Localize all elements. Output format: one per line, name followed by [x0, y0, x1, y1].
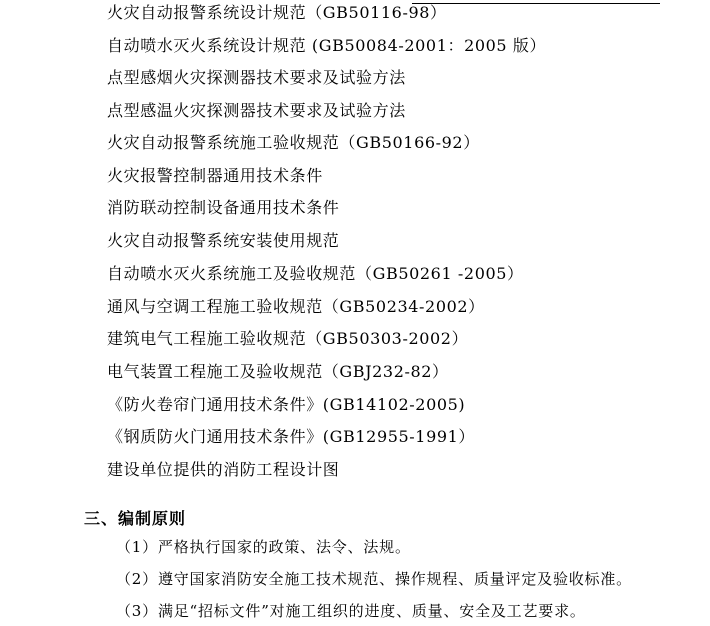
principle-item: （3）满足“招标文件”对施工组织的进度、质量、安全及工艺要求。 [116, 602, 586, 620]
reference-item: 火灾自动报警系统施工验收规范（GB50166-92） [107, 133, 480, 152]
reference-item: 火灾自动报警系统安装使用规范 [107, 231, 340, 250]
reference-item: 火灾报警控制器通用技术条件 [107, 166, 323, 185]
header-rule [412, 3, 660, 4]
reference-item: 点型感烟火灾探测器技术要求及试验方法 [107, 68, 406, 87]
reference-item: 火灾自动报警系统设计规范（GB50116-98） [107, 3, 447, 22]
principle-item: （2）遵守国家消防安全施工技术规范、操作规程、质量评定及验收标准。 [116, 570, 632, 588]
reference-item: 消防联动控制设备通用技术条件 [107, 198, 340, 217]
reference-item: 自动喷水灭火系统设计规范 (GB50084-2001：2005 版） [107, 36, 547, 55]
reference-item: 《防火卷帘门通用技术条件》(GB14102-2005) [107, 395, 466, 414]
section-heading: 三、编制原则 [84, 509, 187, 528]
principle-item: （1）严格执行国家的政策、法令、法规。 [116, 538, 411, 556]
reference-item: 点型感温火灾探测器技术要求及试验方法 [107, 101, 406, 120]
reference-item: 《钢质防火门通用技术条件》(GB12955-1991） [107, 427, 476, 446]
reference-item: 通风与空调工程施工验收规范（GB50234-2002） [107, 297, 485, 316]
reference-item: 自动喷水灭火系统施工及验收规范（GB50261 -2005） [107, 264, 524, 283]
reference-item: 电气装置工程施工及验收规范（GBJ232-82） [107, 362, 449, 381]
reference-item: 建筑电气工程施工验收规范（GB50303-2002） [107, 329, 469, 348]
reference-item: 建设单位提供的消防工程设计图 [107, 460, 340, 479]
